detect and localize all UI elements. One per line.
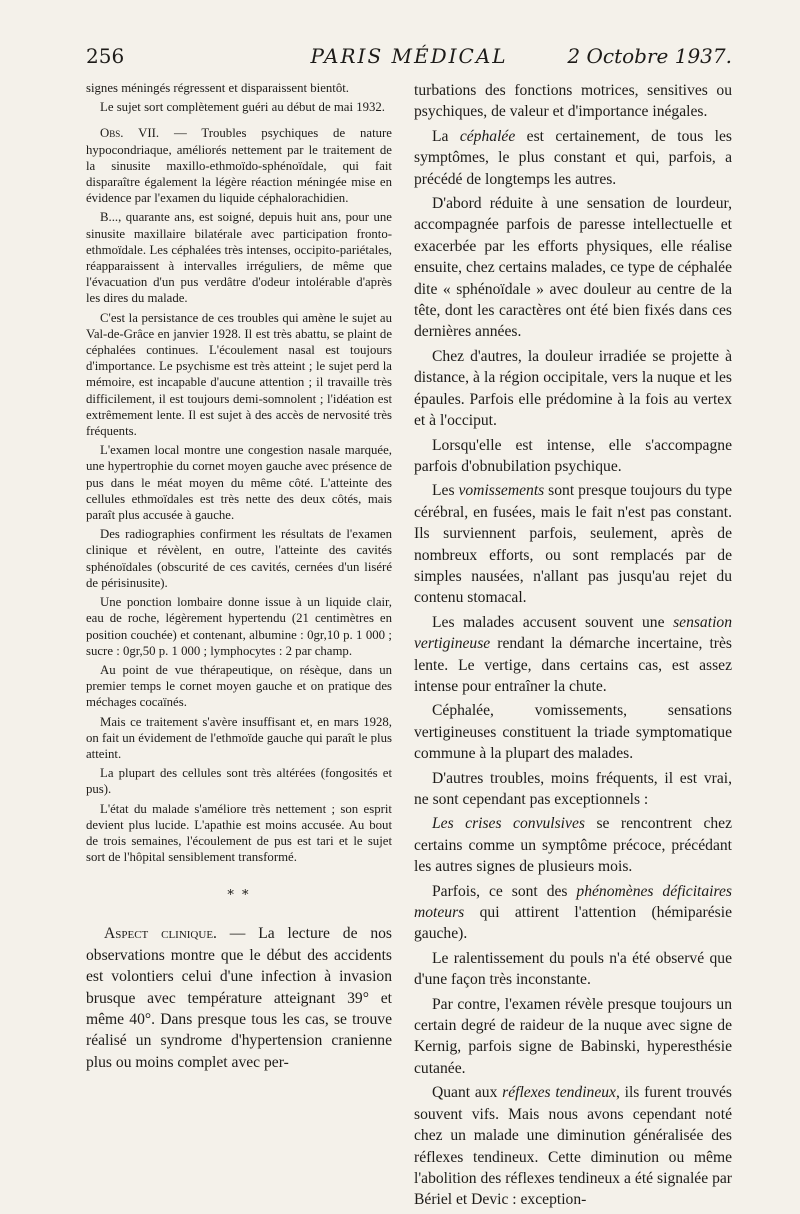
paragraph: Une ponction lombaire donne issue à un liquide clair, eau de roche, légèrement hypertendu (21 centimètres en position couchée) et contenant, albumine : 0gr,10 p. 1 000 ; sucre : 0gr,50 p. 1 000 ; lymphocytes : 2 par champ. — [86, 595, 392, 658]
paragraph: Des radiographies confirment les résultats de l'examen clinique et révèlent, en outre, l'atteinte des cavités sphénoïdales (obscurité de ces cavités, cernées d'un liséré de périsinusite). — [86, 527, 392, 590]
paragraph: Chez d'autres, la douleur irradiée se projette à distance, à la région occipitale, vers la nuque et les épaules. Parfois elle prédomine à la fois au vertex et à l'occiput. — [414, 347, 732, 430]
paragraph: Céphalée, vomissements, sensations vertigineuses constituent la triade symptomatique commune à la plupart des malades. — [414, 702, 732, 763]
paragraph: La céphalée est certainement, de tous les symptômes, le plus constant et qui, parfois, a précédé de longtemps les autres. — [414, 127, 732, 188]
page-number: 256 — [86, 44, 125, 68]
clinical-aspect-block — [86, 923, 392, 1073]
journal-title: PARIS MÉDICAL — [310, 44, 508, 68]
paragraph: Par contre, l'examen révèle presque toujours un certain degré de raideur de la nuque avec signe de Kernig, parfois signe de Babinski, hyperesthésie cutanée. — [414, 995, 732, 1077]
right-column — [414, 80, 732, 1214]
paragraph: B..., quarante ans, est soigné, depuis huit ans, pour une sinusite maxillaire bilatérale avec participation fronto-ethmoïdale. Les céphalées très intenses, occipito-pariétales, réapparaissent à intervalles irréguliers, de même que l'évacuation d'un pus verdâtre d'odeur intolérable d'après les dires du malade. — [86, 210, 392, 306]
section-label: Aspect clinique. — [104, 925, 217, 943]
section-text: — La lecture de nos observations montre que le début des accidents est volontiers celui d'une infection à invasion brusque avec température atteignant 39° et même 40°. Dans presque tous les cas, se trouve réalisé un syndrome d'hypertension cranienne plus ou moins complet avec per- — [86, 925, 392, 1071]
paragraph: D'autres troubles, moins fréquents, il est vrai, ne sont cependant pas exceptionnels : — [414, 769, 732, 808]
paragraph: L'état du malade s'améliore très nettement ; son esprit devient plus lucide. L'apathie est moins accusée. Au bout de trois semaines, l'écoulement de pus est tari et le sujet sort de l'hôpital sensiblement transformé. — [86, 801, 392, 865]
paragraph: signes méningés régressent et disparaissent bientôt. — [86, 81, 349, 95]
paragraph: Mais ce traitement s'avère insuffisant et, en mars 1928, on fait un évidement de l'ethmoïde gauche qui paraît le plus atteint. — [86, 714, 392, 761]
section-separator: * * — [227, 888, 251, 904]
paragraph: Le ralentissement du pouls n'a été observé que d'une façon très inconstante. — [414, 949, 732, 989]
left-column — [86, 80, 392, 1076]
paragraph: Le sujet sort complètement guéri au début de mai 1932. — [100, 100, 386, 115]
paragraph: Lorsqu'elle est intense, elle s'accompagne parfois d'obnubilation psychique. — [414, 436, 732, 475]
paragraph: D'abord réduite à une sensation de lourdeur, accompagnée parfois de paresse intellectuelle et exacerbée par les efforts physiques, elle réalise ensuite, chez certains malades, ce type de céphalée dite « sphénoïdale » avec douleur au centre de la tête, dont les caractères ont été bien fixés dans ces dernières années. — [414, 195, 732, 341]
paragraph: turbations des fonctions motrices, sensitives ou psychiques, de valeur et d'importance inégales. — [414, 82, 732, 121]
observation-heading — [86, 125, 392, 206]
paragraph: Au point de vue thérapeutique, on résèque, dans un premier temps le cornet moyen gauche et on pratique des méchages cocaïnés. — [86, 662, 392, 710]
paragraph: Quant aux réflexes tendineux, ils furent trouvés souvent vifs. Mais nous avons cependant noté chez un malade une diminution généralisée des réflexes tendineux. Cette diminution ou même l'abolition des réflexes tendineux a été signalée par Bériel et Devic : exception- — [414, 1084, 732, 1209]
page-header — [86, 44, 732, 74]
paragraph: Parfois, ce sont des phénomènes déficitaires moteurs qui attirent l'attention (hémiparésie gauche). — [414, 882, 732, 943]
paragraph: Les crises convulsives se rencontrent chez certains comme un symptôme précoce, précédant les autres signes de plusieurs mois. — [414, 815, 733, 876]
observation-block — [86, 80, 392, 865]
paragraph: L'examen local montre une congestion nasale marquée, une hypertrophie du cornet moyen gauche avec présence de pus dans le méat moyen du même côté. L'atteinte des cellules ethmoïdales est très nette des deux côtés, mais paraît plus accusée à gauche. — [86, 443, 392, 523]
paragraph: Les vomissements sont presque toujours du type cérébral, en fusées, mais le fait n'est pas constant. Ils surviennent parfois, seulement, après de nombreux efforts, ou sont remplacés par de simples nausées, n'allant pas jusqu'au rejet du contenu stomacal. — [414, 482, 732, 607]
paragraph: La plupart des cellules sont très altérées (fongosités et pus). — [86, 766, 392, 797]
section-paragraph — [86, 923, 392, 1073]
observation-label: Obs. VII. — [100, 126, 160, 141]
observation-title: — Troubles psychiques de nature hypocondriaque, améliorés nettement par le traitement de la sinusite maxillo-ethmoïdo-sphénoïdale, qui fait disparaître également la légère réaction méningée mise en évidence par l'examen du liquide céphalorachidien. — [86, 126, 392, 206]
paragraph: C'est la persistance de ces troubles qui amène le sujet au Val-de-Grâce en janvier 1928. Il est très abattu, se plaint de céphalées continues. L'écoulement nasal est toujours d'importance. Le psychisme est très atteint ; le sujet perd la mémoire, est incapable d'aucune attention ; il travaille très difficilement, il est toujours demi-somnolent ; l'idéation est extrêmement lente. Il est sujet à des accès de nervosité très fréquents. — [86, 310, 392, 439]
issue-date: 2 Octobre 1937. — [567, 44, 732, 68]
paragraph: Les malades accusent souvent une sensation vertigineuse rendant la démarche incertaine, très lente. Le vertige, dans certains cas, est assez intense pour entraîner la chute. — [414, 613, 732, 695]
